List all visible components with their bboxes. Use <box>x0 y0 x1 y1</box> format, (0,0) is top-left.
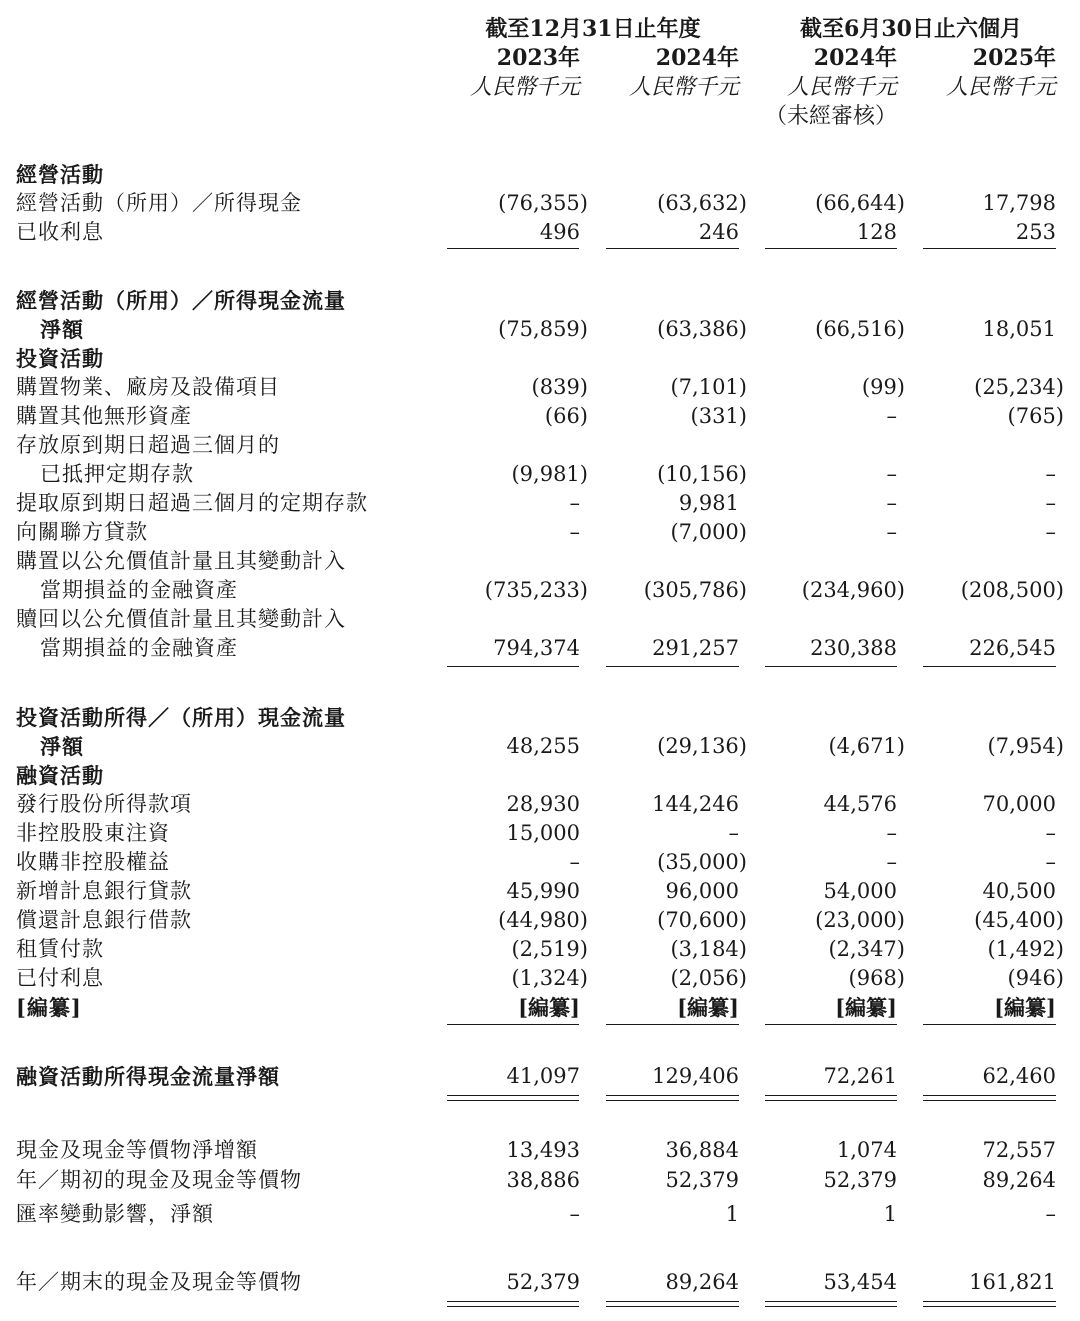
table-row <box>0 819 1080 848</box>
row-label: 購置以公允價值計量且其變動計入 <box>16 549 346 573</box>
row-value: 13,493 <box>506 1138 580 1162</box>
subtotal-rule <box>765 666 897 667</box>
table-row <box>0 286 1080 315</box>
table-row <box>0 877 1080 906</box>
row-value: – <box>569 491 580 515</box>
row-value: 496 <box>539 220 580 244</box>
row-value: (44,980) <box>498 908 588 932</box>
table-row <box>0 1268 1080 1297</box>
table-row <box>0 189 1080 218</box>
row-value: 89,264 <box>982 1168 1056 1192</box>
row-value: – <box>1045 821 1056 845</box>
row-value: – <box>1045 491 1056 515</box>
total-double-rule <box>606 1095 739 1101</box>
row-value: (7,101) <box>670 375 747 399</box>
table-row <box>0 634 1080 663</box>
total-double-rule <box>923 1301 1056 1307</box>
six-months-group-title: 截至6月30日止六個月 <box>800 16 1022 42</box>
row-value: (29,136) <box>657 734 747 758</box>
row-value: 89,264 <box>665 1270 739 1294</box>
table-row <box>0 790 1080 819</box>
row-value: (234,960) <box>801 578 905 602</box>
row-label: 贖回以公允價值計量且其變動計入 <box>16 607 346 631</box>
table-row <box>0 964 1080 993</box>
row-label: 存放原到期日超過三個月的 <box>16 433 280 457</box>
row-value: 226,545 <box>969 636 1056 660</box>
table-row <box>0 547 1080 576</box>
table-row <box>0 761 1080 790</box>
row-value: (968) <box>848 966 905 990</box>
row-value: 15,000 <box>506 821 580 845</box>
subtotal-rule <box>923 248 1056 249</box>
row-value: (4,671) <box>828 734 905 758</box>
total-double-rule <box>765 1095 897 1101</box>
row-label: 現金及現金等價物淨增額 <box>16 1138 258 1162</box>
row-value: 144,246 <box>652 792 739 816</box>
row-value: 53,454 <box>823 1270 897 1294</box>
row-value: 62,460 <box>982 1064 1056 1088</box>
table-row <box>0 848 1080 877</box>
row-value: [編纂] <box>518 995 580 1020</box>
row-value: 38,886 <box>506 1168 580 1192</box>
row-value: 128 <box>856 220 897 244</box>
row-value: (1,492) <box>987 937 1064 961</box>
total-double-rule <box>765 1301 897 1307</box>
row-label: 融資活動所得現金流量淨額 <box>16 1064 280 1089</box>
row-value: 52,379 <box>823 1168 897 1192</box>
row-value: – <box>569 1202 580 1226</box>
row-value: 230,388 <box>810 636 897 660</box>
row-value: 72,261 <box>823 1064 897 1088</box>
row-value: (765) <box>1007 404 1064 428</box>
subtotal-rule <box>447 248 579 249</box>
row-value: 96,000 <box>665 879 739 903</box>
unit-label: 人民幣千元 <box>945 75 1056 100</box>
row-value: 291,257 <box>652 636 739 660</box>
unit-label: 人民幣千元 <box>469 75 580 100</box>
row-label: 提取原到期日超過三個月的定期存款 <box>16 491 368 515</box>
row-value: (66,644) <box>815 191 905 215</box>
row-value: 253 <box>1015 220 1056 244</box>
row-value: – <box>886 850 897 874</box>
table-row <box>0 431 1080 460</box>
row-value: (946) <box>1007 966 1064 990</box>
row-value: (76,355) <box>498 191 588 215</box>
row-label: 投資活動所得／（所用）現金流量 <box>16 705 346 730</box>
row-value: 41,097 <box>506 1064 580 1088</box>
row-value: (25,234) <box>974 375 1064 399</box>
row-label: 年／期末的現金及現金等價物 <box>16 1270 302 1294</box>
table-row <box>0 344 1080 373</box>
table-row <box>0 373 1080 402</box>
subtotal-rule <box>447 1024 579 1025</box>
row-value: (3,184) <box>670 937 747 961</box>
row-value: 52,379 <box>506 1270 580 1294</box>
row-label: 已付利息 <box>16 966 104 990</box>
table-row <box>0 489 1080 518</box>
table-row <box>0 703 1080 732</box>
row-value: 28,930 <box>506 792 580 816</box>
total-double-rule <box>447 1301 579 1307</box>
row-value: 1 <box>725 1202 739 1226</box>
total-double-rule <box>923 1095 1056 1101</box>
row-value: 129,406 <box>652 1064 739 1088</box>
unit-label: 人民幣千元 <box>628 75 739 100</box>
row-value: [編纂] <box>677 995 739 1020</box>
subtotal-rule <box>923 1024 1056 1025</box>
period-2024-header: 2024年 <box>813 45 897 71</box>
table-row <box>0 1062 1080 1091</box>
row-value: 18,051 <box>982 317 1056 341</box>
subtotal-rule <box>606 248 739 249</box>
row-label: 租賃付款 <box>16 937 104 961</box>
row-value: (1,324) <box>511 966 588 990</box>
total-double-rule <box>606 1301 739 1307</box>
row-value: (99) <box>861 375 905 399</box>
table-row <box>0 518 1080 547</box>
row-label: 新增計息銀行貸款 <box>16 879 192 903</box>
row-label: 經營活動 <box>16 162 104 187</box>
row-value: – <box>1045 462 1056 486</box>
year-2023-header: 2023年 <box>496 45 580 71</box>
row-value: – <box>1045 1202 1056 1226</box>
row-value: – <box>886 404 897 428</box>
row-label: 經營活動（所用）／所得現金 <box>16 191 302 215</box>
row-value: 36,884 <box>665 1138 739 1162</box>
subtotal-rule <box>447 666 579 667</box>
row-value: – <box>1045 850 1056 874</box>
row-value: 54,000 <box>823 879 897 903</box>
table-row <box>0 460 1080 489</box>
table-row <box>0 402 1080 431</box>
row-value: (9,981) <box>511 462 588 486</box>
row-value: – <box>569 850 580 874</box>
year-ended-group-title: 截至12月31日止年度 <box>485 16 701 42</box>
row-label: 購置其他無形資產 <box>16 404 192 428</box>
subtotal-rule <box>765 248 897 249</box>
row-label: 匯率變動影響，淨額 <box>16 1202 214 1226</box>
table-row <box>0 1136 1080 1165</box>
row-label: 向關聯方貸款 <box>16 520 148 544</box>
row-value: [編纂] <box>835 995 897 1020</box>
row-label: 當期損益的金融資產 <box>40 578 238 602</box>
total-double-rule <box>447 1095 579 1101</box>
row-value: – <box>886 462 897 486</box>
table-row <box>0 605 1080 634</box>
row-value: (735,233) <box>484 578 588 602</box>
row-label: 淨額 <box>40 317 84 342</box>
row-value: 161,821 <box>969 1270 1056 1294</box>
row-label: 非控股股東注資 <box>16 821 170 845</box>
row-value: 17,798 <box>982 191 1056 215</box>
subtotal-rule <box>923 666 1056 667</box>
unaudited-note: （未經審核） <box>764 104 898 129</box>
row-value: (839) <box>531 375 588 399</box>
row-value: (305,786) <box>643 578 747 602</box>
row-value: – <box>569 520 580 544</box>
row-label: 收購非控股權益 <box>16 850 170 874</box>
row-value: 1,074 <box>836 1138 897 1162</box>
row-value: – <box>728 821 739 845</box>
row-value: 45,990 <box>506 879 580 903</box>
row-value: 40,500 <box>982 879 1056 903</box>
row-value: (75,859) <box>498 317 588 341</box>
row-value: (66) <box>544 404 588 428</box>
period-2025-header: 2025年 <box>972 45 1056 71</box>
table-row <box>0 993 1080 1022</box>
subtotal-rule <box>606 666 739 667</box>
row-value: (10,156) <box>657 462 747 486</box>
table-row <box>0 576 1080 605</box>
row-label: 融資活動 <box>16 763 104 788</box>
row-value: – <box>886 520 897 544</box>
row-value: 1 <box>883 1202 897 1226</box>
row-value: – <box>886 821 897 845</box>
row-label: 當期損益的金融資產 <box>40 636 238 660</box>
row-value: 52,379 <box>665 1168 739 1192</box>
row-label: 年／期初的現金及現金等價物 <box>16 1168 302 1192</box>
row-value: [編纂] <box>994 995 1056 1020</box>
table-row <box>0 1200 1080 1229</box>
row-value: – <box>886 491 897 515</box>
row-value: 70,000 <box>982 792 1056 816</box>
table-row <box>0 218 1080 247</box>
row-value: (35,000) <box>657 850 747 874</box>
row-value: 44,576 <box>823 792 897 816</box>
row-value: (2,519) <box>511 937 588 961</box>
row-value: (63,632) <box>657 191 747 215</box>
row-label: 償還計息銀行借款 <box>16 908 192 932</box>
row-value: 72,557 <box>982 1138 1056 1162</box>
table-row <box>0 935 1080 964</box>
row-value: (208,500) <box>960 578 1064 602</box>
subtotal-rule <box>765 1024 897 1025</box>
row-value: (331) <box>690 404 747 428</box>
row-value: (2,347) <box>828 937 905 961</box>
table-row <box>0 906 1080 935</box>
table-row <box>0 732 1080 761</box>
row-label: 已抵押定期存款 <box>40 462 194 486</box>
row-value: (7,954) <box>987 734 1064 758</box>
row-label: [編纂] <box>16 995 82 1020</box>
year-2024-header: 2024年 <box>655 45 739 71</box>
row-label: 發行股份所得款項 <box>16 792 192 816</box>
subtotal-rule <box>606 1024 739 1025</box>
table-row <box>0 315 1080 344</box>
row-label: 淨額 <box>40 734 84 759</box>
unit-label: 人民幣千元 <box>786 75 897 100</box>
row-value: (70,600) <box>657 908 747 932</box>
row-value: 48,255 <box>506 734 580 758</box>
row-value: – <box>1045 520 1056 544</box>
row-label: 已收利息 <box>16 220 104 244</box>
table-row <box>0 160 1080 189</box>
row-label: 經營活動（所用）／所得現金流量 <box>16 288 346 313</box>
row-value: (23,000) <box>815 908 905 932</box>
row-value: 246 <box>698 220 739 244</box>
row-value: (66,516) <box>815 317 905 341</box>
row-value: 794,374 <box>493 636 580 660</box>
row-label: 投資活動 <box>16 346 104 371</box>
row-value: (7,000) <box>670 520 747 544</box>
row-value: (2,056) <box>670 966 747 990</box>
table-row <box>0 1166 1080 1195</box>
row-value: (63,386) <box>657 317 747 341</box>
row-label: 購置物業、廠房及設備項目 <box>16 375 280 399</box>
row-value: (45,400) <box>974 908 1064 932</box>
row-value: 9,981 <box>678 491 739 515</box>
